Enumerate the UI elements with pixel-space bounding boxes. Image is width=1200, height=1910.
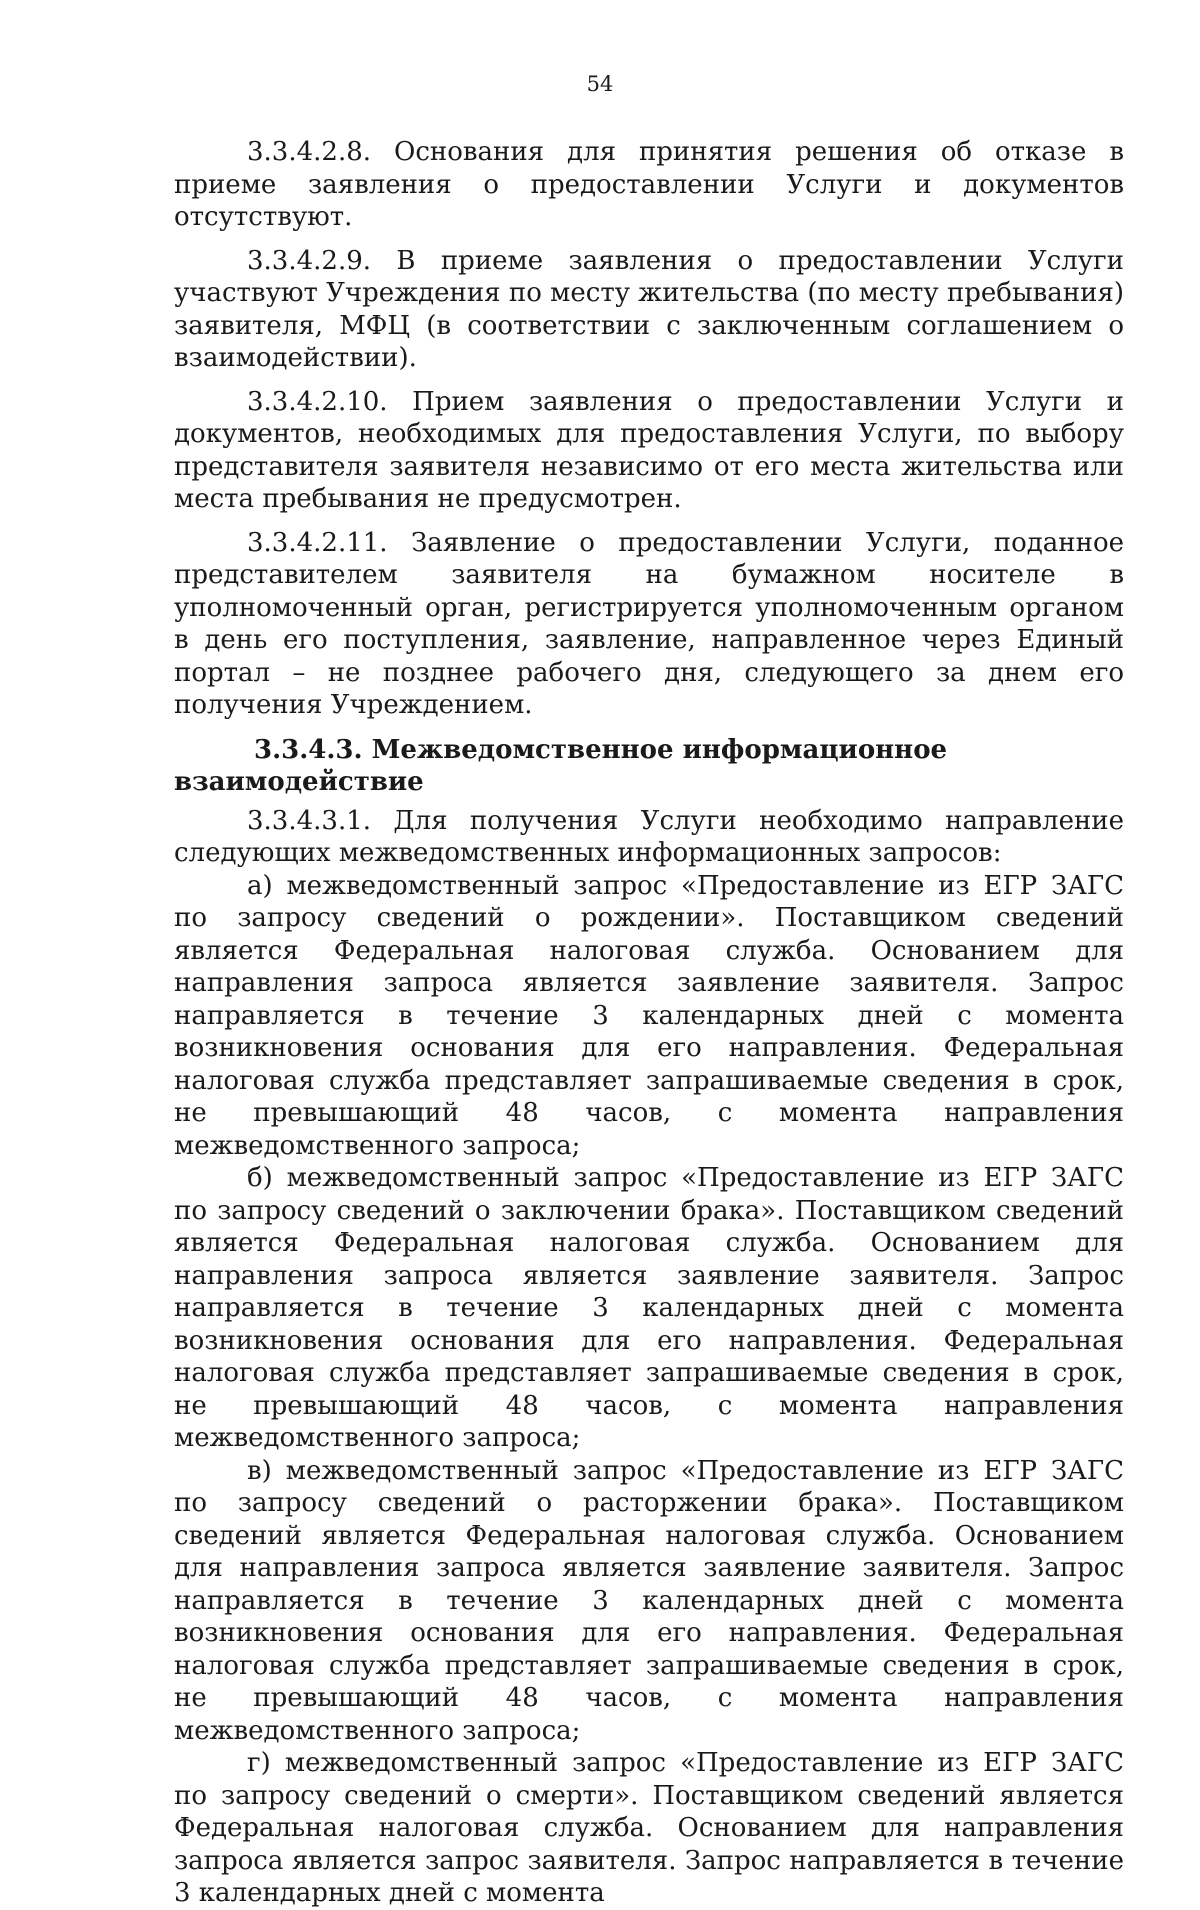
- section-heading: 3.3.4.3. Межведомственное информационное взаимодействие: [174, 734, 948, 797]
- paragraph-3-3-4-2-9: 3.3.4.2.9. В приеме заявления о предоставлении Услуги участвуют Учреждения по месту жительства (по месту пребывания) заявителя, МФЦ (в соответствии с заключенным соглашением о взаимодействии).: [174, 245, 1124, 373]
- document-body: [174, 136, 1124, 1910]
- paragraph-3-3-4-2-11: 3.3.4.2.11. Заявление о предоставлении Услуги, поданное представителем заявителя на бумажном носителе в уполномоченный орган, регистрируется уполномоченным органом в день его поступления, заявление, направленное через Единый портал – не позднее рабочего дня, следующего за днем его получения Учреждением.: [174, 527, 1124, 720]
- list-item-a: а) межведомственный запрос «Предоставление из ЕГР ЗАГС по запросу сведений о рождении». Поставщиком сведений является Федеральная налоговая служба. Основанием для направления запроса является заявление заявителя. Запрос направляется в течение 3 календарных дней с момента возникновения основания для его направления. Федеральная налоговая служба представляет запрашиваемые сведения в срок, не превышающий 48 часов, с момента направления межведомственного запроса;: [174, 870, 1124, 1161]
- paragraph-3-3-4-2-10: 3.3.4.2.10. Прием заявления о предоставлении Услуги и документов, необходимых для предоставления Услуги, по выбору представителя заявителя независимо от его места жительства или места пребывания не предусмотрен.: [174, 386, 1124, 514]
- list-item-b: б) межведомственный запрос «Предоставление из ЕГР ЗАГС по запросу сведений о заключении брака». Поставщиком сведений является Федеральная налоговая служба. Основанием для направления запроса является заявление заявителя. Запрос направляется в течение 3 календарных дней с момента возникновения основания для его направления. Федеральная налоговая служба представляет запрашиваемые сведения в срок, не превышающий 48 часов, с момента направления межведомственного запроса;: [174, 1163, 1124, 1453]
- paragraph-3-3-4-2-8: 3.3.4.2.8. Основания для принятия решения об отказе в приеме заявления о предоставлении Услуги и документов отсутствуют.: [174, 137, 1124, 232]
- list-item-v: в) межведомственный запрос «Предоставление из ЕГР ЗАГС по запросу сведений о расторжении брака». Поставщиком сведений является Федеральная налоговая служба. Основанием для направления запроса является заявление заявителя. Запрос направляется в течение 3 календарных дней с момента возникновения основания для его направления. Федеральная налоговая служба представляет запрашиваемые сведения в срок, не превышающий 48 часов, с момента направления межведомственного запроса;: [174, 1455, 1124, 1746]
- page-number: 54: [586, 72, 614, 96]
- paragraph-3-3-4-3-1: 3.3.4.3.1. Для получения Услуги необходимо направление следующих межведомственных информационных запросов:: [174, 805, 1124, 868]
- list-item-g: г) межведомственный запрос «Предоставление из ЕГР ЗАГС по запросу сведений о смерти». Поставщиком сведений является Федеральная налоговая служба. Основанием для направления запроса является запрос заявителя. Запрос направляется в течение 3 календарных дней с момента: [174, 1748, 1124, 1908]
